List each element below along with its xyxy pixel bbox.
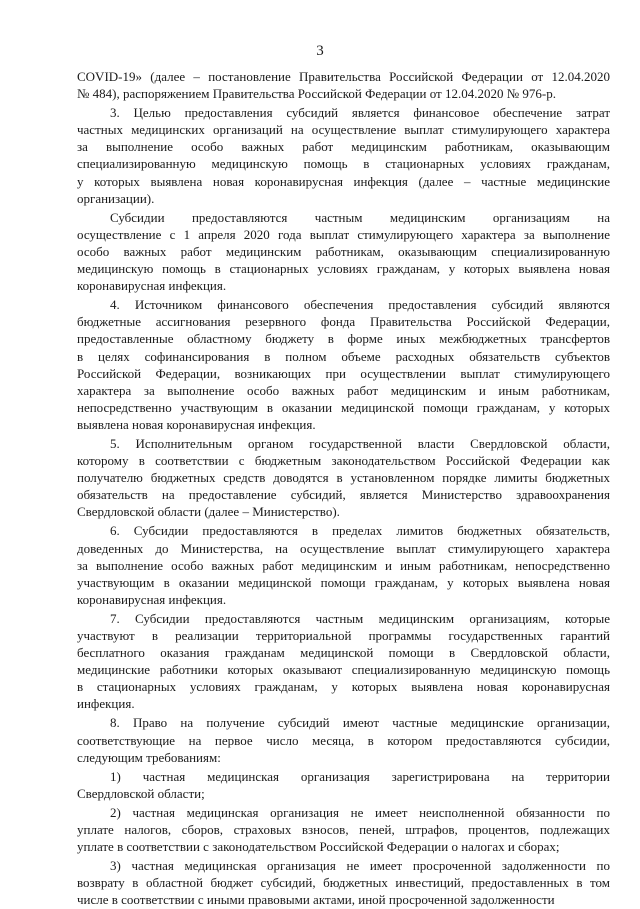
paragraph [77, 104, 610, 207]
text-line: осуществление с 1 апреля 2020 года выплат стимулирующего характера за выполнение [77, 226, 610, 242]
text-line: 5. Исполнительным органом государственной власти Свердловской области, [110, 435, 610, 451]
text-line: Субсидии предоставляются частным медицинским организациям на [110, 209, 610, 225]
text-line: частных медицинских организаций на осуществление выплат стимулирующего характера [77, 122, 610, 138]
text-line: предоставленные областному бюджету в форме иных межбюджетных трансфертов [77, 331, 610, 347]
text-line: медицинские работники которых оказывают специализированную медицинскую помощь [77, 662, 610, 678]
paragraph [77, 714, 610, 765]
paragraph [77, 296, 610, 433]
paragraph [77, 209, 610, 294]
text-line: 4. Источником финансового обеспечения предоставления субсидий являются [110, 297, 610, 313]
text-line: выявлена новая коронавирусная инфекция. [77, 416, 316, 432]
page-number: 3 [316, 43, 324, 59]
text-line: у которых выявлена новая коронавирусная инфекция (далее – частные медицинские [77, 173, 610, 189]
text-line: соответствующие на первое число месяца, в котором предоставляются субсидии, [77, 732, 610, 748]
text-line: Российской Федерации, возникающих при осуществлении выплат стимулирующего [77, 365, 610, 381]
text-line: участвующим в оказании медицинской помощи гражданам, у которых выявлена новая [77, 574, 610, 590]
text-line: обязательств на предоставление субсидий, является Министерство здравоохранения [77, 487, 610, 503]
text-line: 2) частная медицинская организация не имеет неисполненной обязанности по [110, 804, 610, 820]
paragraph [77, 68, 610, 102]
text-line: коронавирусная инфекция. [77, 278, 227, 294]
text-line: доведенных до Министерства, на осуществление выплат стимулирующего характера [77, 540, 610, 556]
text-line: 3. Целью предоставления субсидий является финансовое обеспечение затрат [110, 105, 610, 121]
text-line: медицинскую помощь в стационарных условиях гражданам, у которых выявлена новая [77, 261, 610, 277]
text-line: специализированную медицинскую помощь в стационарных условиях гражданам, [77, 156, 610, 172]
paragraph [77, 435, 610, 520]
text-line: возврату в областной бюджет субсидий, бюджетных инвестиций, предоставленных в том [77, 875, 610, 891]
text-line: Свердловской области; [77, 785, 205, 801]
paragraph [77, 610, 610, 713]
paragraph [77, 522, 610, 607]
text-line: уплате налогов, сборов, страховых взносов, пеней, штрафов, процентов, подлежащих [77, 822, 610, 838]
text-line: числе в соответствии с иными правовыми актами, иной просроченной задолженности [77, 892, 555, 908]
paragraph [77, 857, 610, 908]
text-line: COVID-19» (далее – постановление Правительства Российской Федерации от 12.04.2020 [77, 69, 610, 84]
paragraph [77, 768, 610, 802]
text-line: инфекция. [77, 696, 135, 712]
text-line: 6. Субсидии предоставляются в пределах лимитов бюджетных обязательств, [110, 523, 610, 539]
text-line: участвуют в реализации территориальной программы государственных гарантий [77, 628, 610, 643]
text-line: в целях софинансирования в полном объеме расходных обязательств субъектов [77, 348, 610, 364]
text-line: № 484), распоряжением Правительства Российской Федерации от 12.04.2020 № 976-р. [77, 86, 556, 102]
text-line: характера за выполнение особо важных работ медицинским и иным работникам, [77, 382, 610, 398]
text-line: получателю бюджетных средств доводятся в установленном порядке лимиты бюджетных [77, 470, 610, 486]
text-line: в стационарных условиях гражданам, у которых выявлена новая коронавирусная [77, 679, 610, 695]
text-line: следующим требованиям: [77, 749, 221, 765]
paragraph [77, 804, 610, 855]
text-line: непосредственно участвующим в оказании медицинской помощи гражданам, у которых [77, 399, 610, 415]
document-body [77, 68, 610, 909]
text-line: уплате в соответствии с законодательством Российской Федерации о налогах и сборах; [77, 839, 560, 855]
text-line: организации). [77, 190, 155, 206]
text-line: бесплатного оказания гражданам медицинской помощи в Свердловской области, [77, 645, 610, 661]
text-line: особо важных работ медицинским работникам, оказывающим специализированную [77, 243, 610, 259]
text-line: бюджетные ассигнования резервного фонда Правительства Российской Федерации, [77, 314, 610, 330]
text-line: 3) частная медицинская организация не имеет просроченной задолженности по [110, 858, 610, 874]
text-line: за выполнение особо важных работ медицинским работникам, оказывающим [77, 139, 610, 155]
text-line: коронавирусная инфекция. [77, 591, 227, 607]
text-line: Свердловской области (далее – Министерство). [77, 504, 340, 520]
text-line: 8. Право на получение субсидий имеют частные медицинские организации, [110, 715, 610, 731]
text-line: которому в соответствии с бюджетным законодательством Российской Федерации как [77, 453, 610, 469]
text-line: 1) частная медицинская организация зарегистрирована на территории [110, 768, 610, 784]
text-line: за выполнение особо важных работ медицинским и иным работникам, непосредственно [77, 557, 610, 573]
text-line: 7. Субсидии предоставляются частным медицинским организациям, которые [110, 610, 610, 626]
